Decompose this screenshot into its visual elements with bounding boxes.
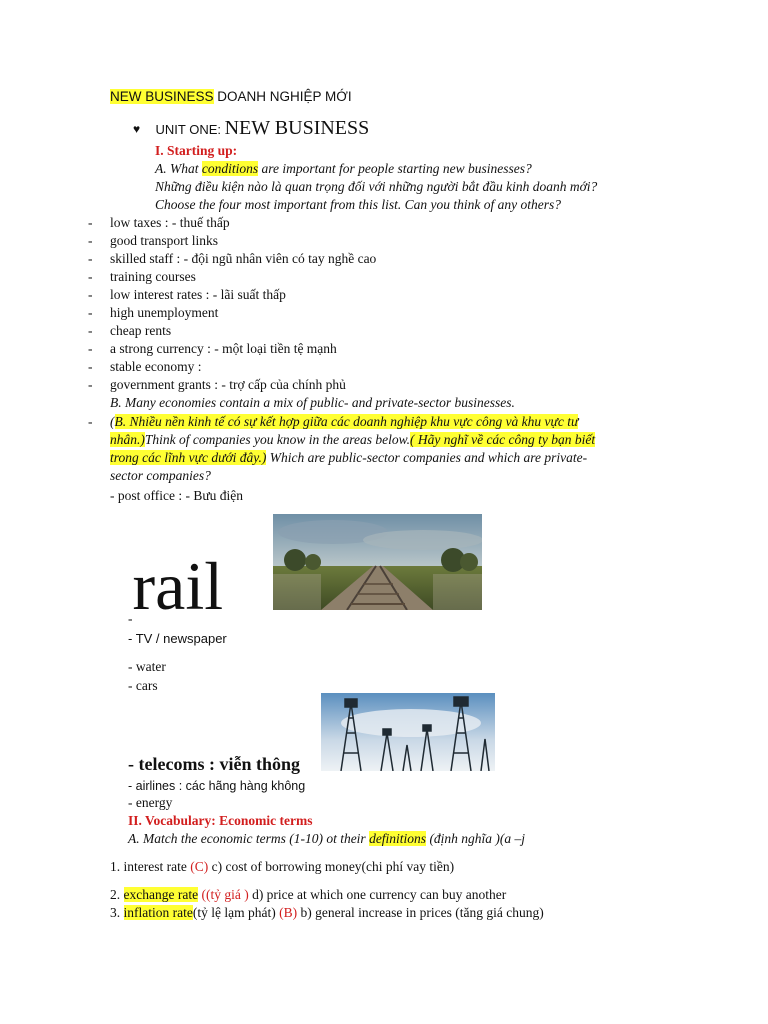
list-dash: -: [88, 341, 93, 356]
question-b: B. Many economies contain a mix of public- and private-sector businesses.: [110, 395, 515, 410]
definitions-highlight: definitions: [369, 831, 427, 846]
rail-dash: -: [128, 611, 133, 626]
title-rest: DOANH NGHIỆP MỚI: [213, 89, 352, 104]
document-title: [110, 88, 352, 106]
list-dash: -: [88, 233, 93, 248]
list-dash: -: [88, 377, 93, 392]
list-item: low interest rates : - lãi suất thấp: [110, 287, 286, 302]
section-heading-starting-up: I. Starting up:: [155, 143, 238, 158]
list-item: good transport links: [110, 233, 218, 248]
list-item: cheap rents: [110, 323, 172, 338]
unit-line: [133, 119, 369, 139]
section-heading-vocabulary: II. Vocabulary: Economic terms: [128, 813, 313, 828]
area-tv-newspaper: - TV / newspaper: [128, 631, 227, 646]
area-energy: - energy: [128, 795, 173, 810]
list-dash: -: [88, 414, 93, 429]
area-water: - water: [128, 659, 166, 674]
rail-label: rail: [132, 548, 224, 624]
list-dash: -: [88, 359, 93, 374]
list-item: high unemployment: [110, 305, 219, 320]
list-item: government grants : - trợ cấp của chính phủ: [110, 377, 346, 392]
heart-bullet-icon: ♥: [133, 122, 141, 136]
list-item: low taxes : - thuế thấp: [110, 215, 230, 230]
question-a-vietnamese: Những điều kiện nào là quan trọng đối với những người bắt đầu kinh doanh mới?: [155, 179, 598, 194]
question-a-line1: A. What conditions are important for people starting new businesses?: [155, 161, 532, 176]
telecom-towers-photo: [321, 693, 495, 771]
area-rail: [128, 548, 223, 643]
question-b-line4: sector companies?: [110, 468, 211, 483]
question-b-line2: nhân.)Think of companies you know in the areas below.( Hãy nghĩ về các công ty bạn biết: [110, 432, 596, 447]
list-dash: -: [88, 215, 93, 230]
question-b-line1: (B. Nhiều nền kinh tế có sự kết hợp giữa các doanh nghiệp khu vực công và khu vực tư: [110, 414, 579, 429]
title-highlight: NEW BUSINESS: [110, 89, 214, 104]
list-dash: -: [88, 323, 93, 338]
vocab-item: 2. exchange rate ((tỷ giá ) d) price at which one currency can buy another: [110, 887, 507, 902]
list-dash: -: [88, 287, 93, 302]
unit-prefix: UNIT ONE:: [155, 122, 225, 137]
list-item: a strong currency : - một loại tiền tệ mạnh: [110, 341, 337, 356]
list-dash: -: [88, 251, 93, 266]
list-item: training courses: [110, 269, 196, 284]
question-a-choose: Choose the four most important from this list. Can you think of any others?: [155, 197, 562, 212]
question-b-line3: trong các lĩnh vực dưới đây.) Which are public-sector companies and which are private-: [110, 450, 588, 465]
rail-photo: [273, 514, 482, 610]
list-dash: -: [88, 305, 93, 320]
vocab-item: 3. inflation rate(tỷ lệ lạm phát) (B) b) general increase in prices (tăng giá chung): [110, 905, 544, 920]
list-item: skilled staff : - đội ngũ nhân viên có tay nghề cao: [110, 251, 377, 266]
area-airlines: - airlines : các hãng hàng không: [128, 779, 306, 793]
vocab-question-a: A. Match the economic terms (1-10) ot their definitions (định nghĩa )(a –j: [128, 831, 526, 846]
unit-name: NEW BUSINESS: [224, 117, 370, 139]
conditions-highlight: conditions: [201, 161, 259, 176]
area-cars: - cars: [128, 678, 158, 693]
list-item: stable economy :: [110, 359, 202, 374]
list-dash: -: [88, 269, 93, 284]
area-telecoms: - telecoms : viễn thông: [128, 754, 300, 774]
area-post-office: - post office : - Bưu điện: [110, 488, 244, 503]
vocab-item: 1. interest rate (C) c) cost of borrowing money(chi phí vay tiền): [110, 859, 455, 874]
